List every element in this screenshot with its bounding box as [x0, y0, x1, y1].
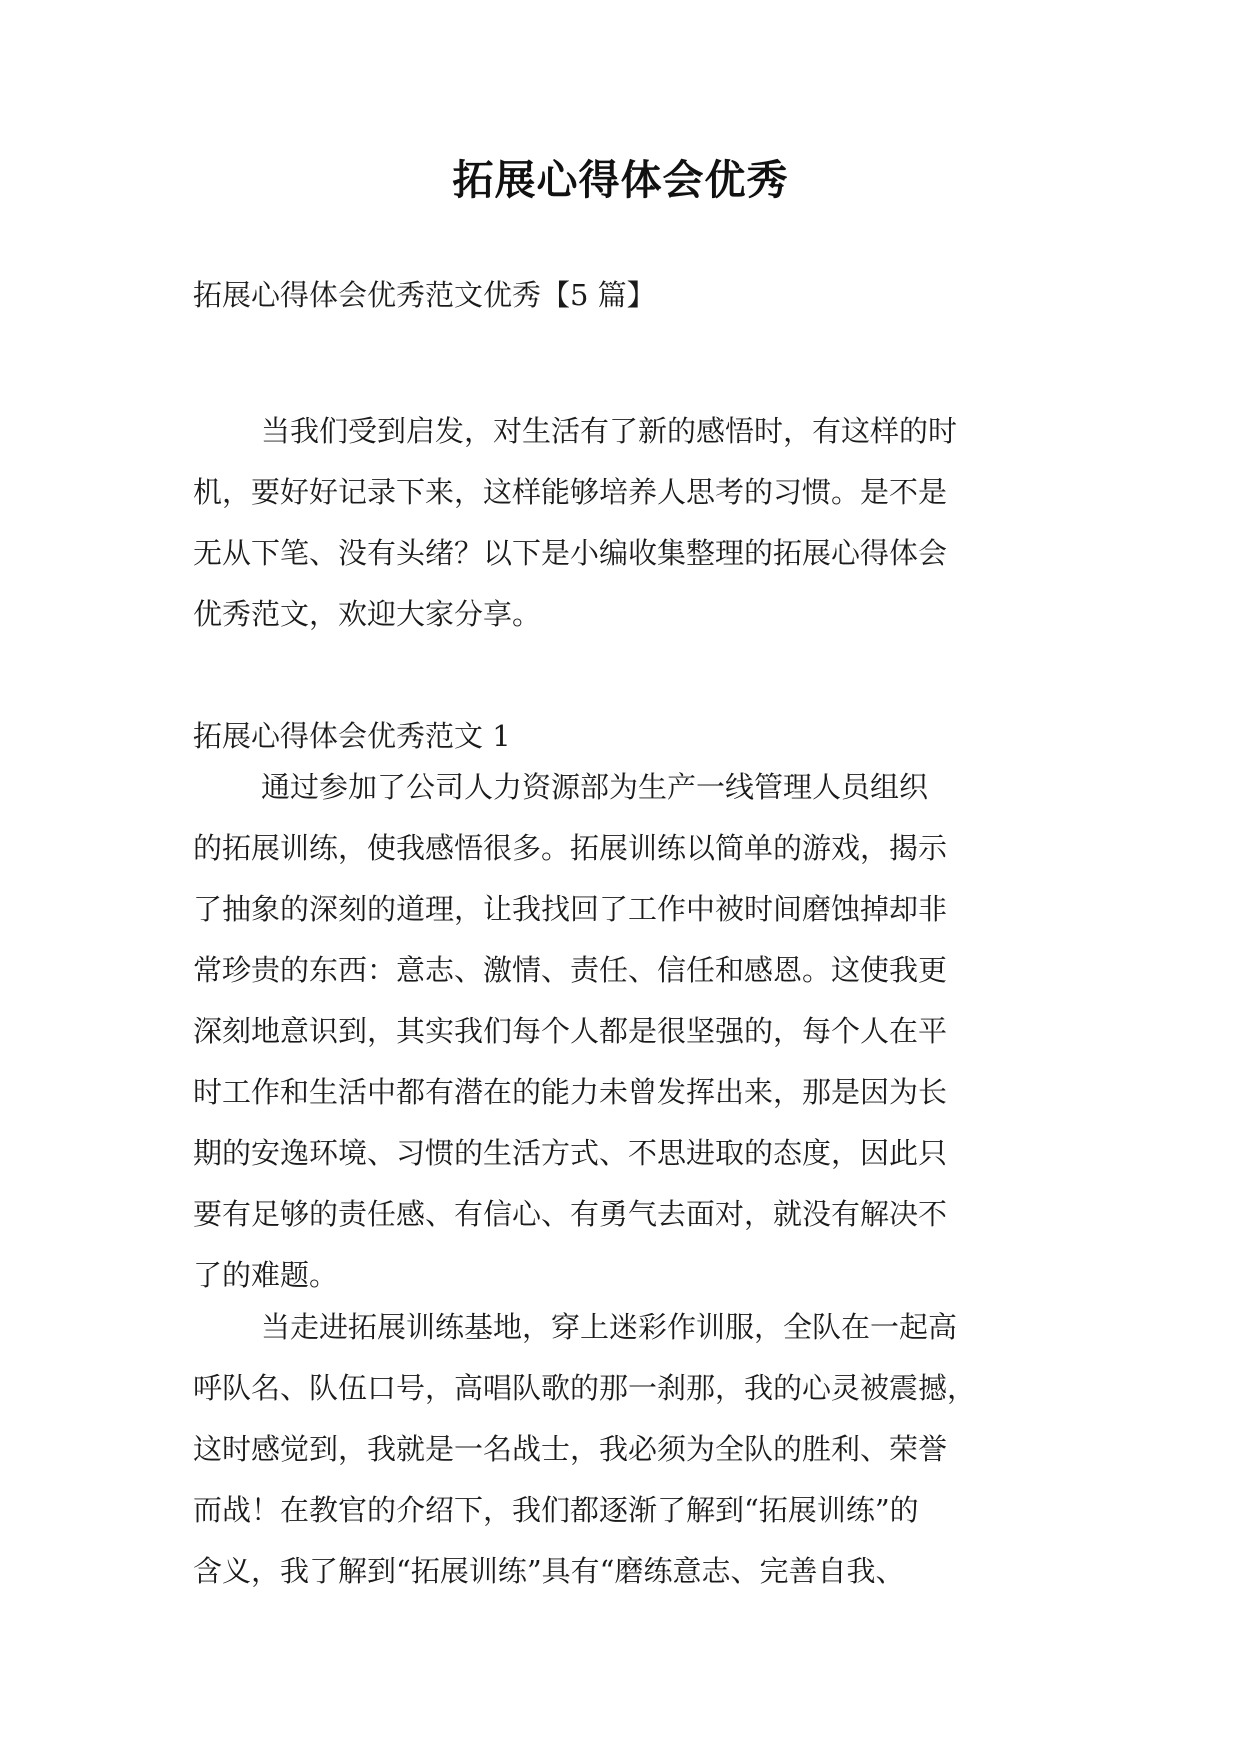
paragraph-line: 当走进拓展训练基地，穿上迷彩作训服，全队在一起高 [261, 1310, 958, 1344]
intro-line: 优秀范文，欢迎大家分享。 [193, 597, 542, 631]
paragraph-line: 含义，我了解到“拓展训练”具有“磨练意志、完善自我、 [193, 1554, 905, 1588]
document-subtitle: 拓展心得体会优秀范文优秀【5 篇】 [193, 278, 656, 312]
paragraph-line: 这时感觉到，我就是一名战士，我必须为全队的胜利、荣誉 [193, 1432, 948, 1466]
document-title: 拓展心得体会优秀 [452, 156, 789, 204]
paragraph-line: 期的安逸环境、习惯的生活方式、不思进取的态度，因此只 [193, 1136, 948, 1170]
paragraph-line: 呼队名、队伍口号，高唱队歌的那一刹那，我的心灵被震撼， [193, 1371, 977, 1405]
intro-line: 机，要好好记录下来，这样能够培养人思考的习惯。是不是 [193, 475, 948, 509]
paragraph-line: 要有足够的责任感、有信心、有勇气去面对，就没有解决不 [193, 1197, 948, 1231]
paragraph-line: 而战！在教官的介绍下，我们都逐渐了解到“拓展训练”的 [193, 1493, 919, 1527]
paragraph-line: 的拓展训练，使我感悟很多。拓展训练以简单的游戏，揭示 [193, 831, 948, 865]
section-heading: 拓展心得体会优秀范文 1 [193, 719, 511, 753]
paragraph-line: 时工作和生活中都有潜在的能力未曾发挥出来，那是因为长 [193, 1075, 948, 1109]
intro-line: 当我们受到启发，对生活有了新的感悟时，有这样的时 [261, 414, 958, 448]
intro-paragraph [193, 401, 1053, 645]
paragraph-line: 了的难题。 [193, 1258, 339, 1292]
paragraph-line: 通过参加了公司人力资源部为生产一线管理人员组织 [261, 770, 929, 804]
body-paragraph-2 [193, 1297, 1053, 1602]
paragraph-line: 了抽象的深刻的道理，让我找回了工作中被时间磨蚀掉却非 [193, 892, 948, 926]
paragraph-line: 常珍贵的东西：意志、激情、责任、信任和感恩。这使我更 [193, 953, 948, 987]
body-paragraph-1 [193, 757, 1053, 1306]
paragraph-line: 深刻地意识到，其实我们每个人都是很坚强的，每个人在平 [193, 1014, 948, 1048]
intro-line: 无从下笔、没有头绪？以下是小编收集整理的拓展心得体会 [193, 536, 948, 570]
